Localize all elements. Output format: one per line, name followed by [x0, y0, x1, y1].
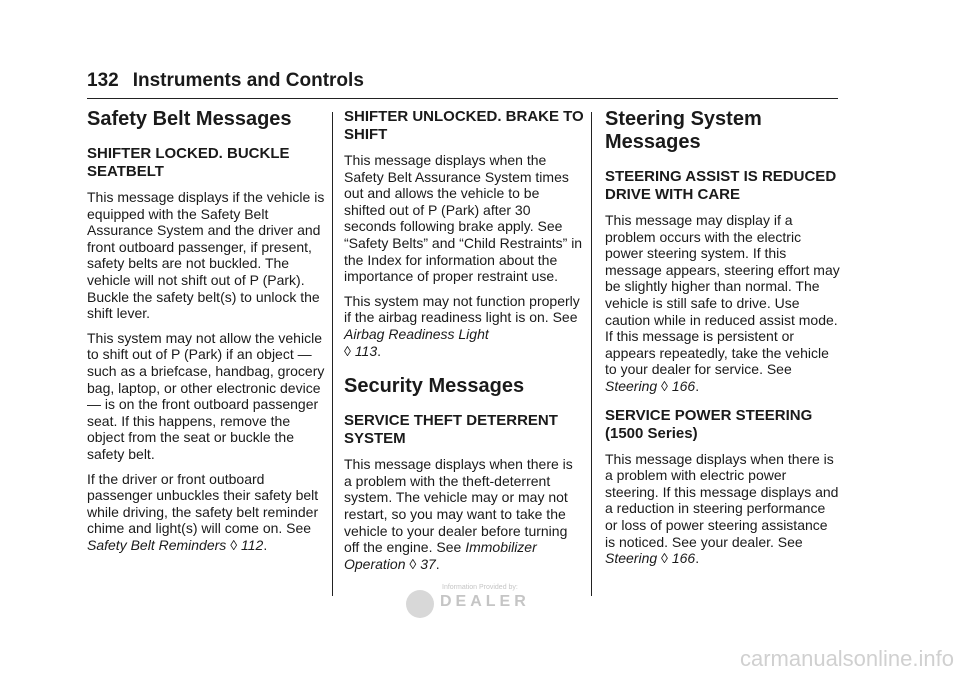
watermark-logo-text: DEALER: [440, 593, 530, 610]
column-divider: [591, 112, 592, 596]
header-rule: [87, 98, 838, 99]
page-ref[interactable]: 112: [241, 536, 264, 553]
dealer-watermark: [404, 584, 549, 620]
page-ref[interactable]: 37: [420, 555, 436, 572]
cross-reference-link[interactable]: Immobilizer Operation: [344, 539, 537, 572]
page-ref-icon: ◊: [409, 555, 417, 572]
column-3: [605, 108, 841, 575]
section-title: Instruments and Controls: [132, 70, 364, 91]
page-ref-icon: ◊: [344, 342, 351, 359]
paragraph: This system may not function properly if the airbag readiness light is on. See Airbag Readiness Light ◊ 113.: [344, 292, 580, 359]
section-heading: Security Messages: [344, 375, 525, 398]
message-heading: SERVICE THEFT DETERRENT SYSTEM: [344, 412, 558, 448]
cross-reference-link[interactable]: Steering: [605, 377, 658, 394]
cross-reference-link[interactable]: Safety Belt Reminders: [87, 536, 227, 553]
message-heading: SERVICE POWER STEERING (1500 Series): [605, 406, 813, 442]
message-heading: SHIFTER LOCKED. BUCKLE SEATBELT: [87, 145, 290, 180]
paragraph: If the driver or front outboard passenger unbuckles their safety belt while driving, the safety belt reminder chime and light(s) will come on. See Safety Belt Reminders ◊ 112.: [87, 470, 319, 553]
message-heading: STEERING ASSIST IS REDUCED DRIVE WITH CARE: [605, 168, 837, 203]
site-watermark: carmanualsonline.info: [739, 646, 954, 671]
dealer-logo-icon: [406, 590, 434, 618]
watermark-caption: Information Provided by:: [442, 584, 518, 591]
paragraph: This message displays if the vehicle is equipped with the Safety Belt Assurance System and the driver and front outboard passenger, if present, safety belts are not buckled. The vehicle will not shift out of P (Park). Buckle the safety belt(s) to unlock the shift lever.: [87, 189, 325, 322]
column-1: [87, 108, 327, 561]
cross-reference-link[interactable]: Airbag Readiness Light: [344, 325, 489, 342]
page-ref-icon: ◊: [661, 377, 668, 394]
page-number: 132: [87, 70, 119, 91]
column-divider: [332, 112, 333, 596]
paragraph: This system may not allow the vehicle to shift out of P (Park) if an object — such as a briefcase, handbag, grocery bag, laptop, or other electronic device — is on the front outboard passenger seat. If this happens, remove the object from the seat or buckle the safety belt.: [87, 329, 325, 462]
section-heading: Steering System Messages: [605, 108, 762, 153]
column-2: [344, 108, 584, 580]
paragraph: This message displays when there is a problem with the theft-deterrent system. The vehicle may or may not restart, so you may want to take the vehicle to your dealer before turning off the engine. See Immobilizer Operation ◊ 37.: [344, 456, 573, 572]
section-heading: Safety Belt Messages: [87, 108, 292, 130]
page-ref[interactable]: 166: [671, 550, 696, 567]
page-ref-icon: ◊: [661, 550, 668, 567]
page-ref[interactable]: 166: [671, 377, 696, 394]
page-header: [87, 70, 364, 92]
paragraph: This message displays when the Safety Belt Assurance System times out and allows the vehicle to be shifted out of P (Park) after 30 seconds following brake apply. See “Safety Belts” and “Child Restraints” in the Index for information about the importance of proper restraint use.: [344, 152, 583, 285]
page-ref-icon: ◊: [230, 536, 238, 553]
cross-reference-link[interactable]: Steering: [605, 550, 658, 567]
paragraph: This message may display if a problem occurs with the electric power steering system. If this message appears, steering effort may be slightly higher than normal. The vehicle is still safe to drive. Use caution while in reduced assist mode. If this message is persistent or appears repeatedly, take the vehicle to your dealer for service. See Steering ◊ 166.: [605, 212, 840, 394]
paragraph: This message displays when there is a problem with electric power steering. If this message displays and a reduction in steering performance or loss of power steering assistance is noticed. See your dealer. See Steering ◊ 166.: [605, 450, 839, 567]
page-ref[interactable]: 113: [354, 342, 378, 359]
message-heading: SHIFTER UNLOCKED. BRAKE TO SHIFT: [344, 108, 584, 143]
